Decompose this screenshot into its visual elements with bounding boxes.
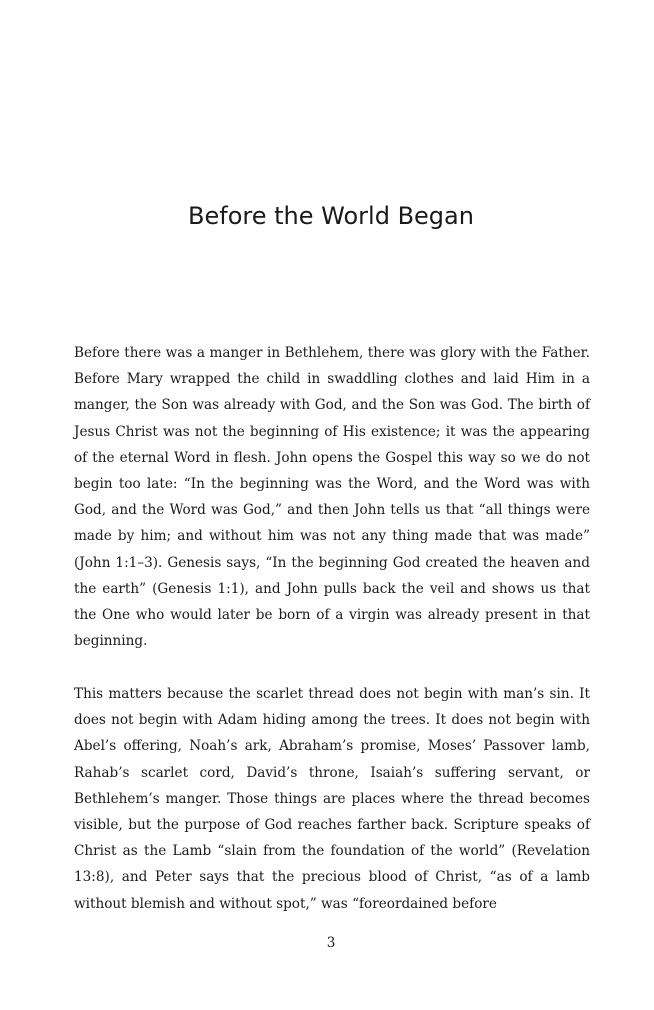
body-paragraph: Before there was a manger in Bethlehem, there was glory with the Father. Before Mary wrapped the child in swaddling clothes and laid Him in a manger, the Son was already with God, and the Son was God. The birth of Jesus Christ was not the beginning of His existence; it was the appearing of the eternal Word in flesh. John opens the Gospel this way so we do not begin too late: “In the beginning was the Word, and the Word was with God, and the Word was God,” and then John tells us that “all things were made by him; and without him was not any thing made that was made” (John 1:1–3). Genesis says, “In the beginning God created the heaven and the earth” (Genesis 1:1), and John pulls back the veil and shows us that the One who would later be born of a virgin was already present in that beginning. — [74, 345, 590, 650]
body-paragraph: This matters because the scarlet thread does not begin with man’s sin. It does not begin with Adam hiding among the trees. It does not begin with Abel’s offering, Noah’s ark, Abraham’s promise, Moses’ Passover lamb, Rahab’s scarlet cord, David’s throne, Isaiah’s suffering servant, or Bethlehem’s manger. Those things are places where the thread becomes visible, but the purpose of God reaches farther back. Scripture speaks of Christ as the Lamb “slain from the foundation of the world” (Revelation 13:8), and Peter says that the precious blood of Christ, “as of a lamb without blemish and without spot,” was “foreordained before — [74, 686, 590, 912]
chapter-title: Before the World Began — [188, 202, 474, 230]
page-number: 3 — [326, 935, 336, 951]
